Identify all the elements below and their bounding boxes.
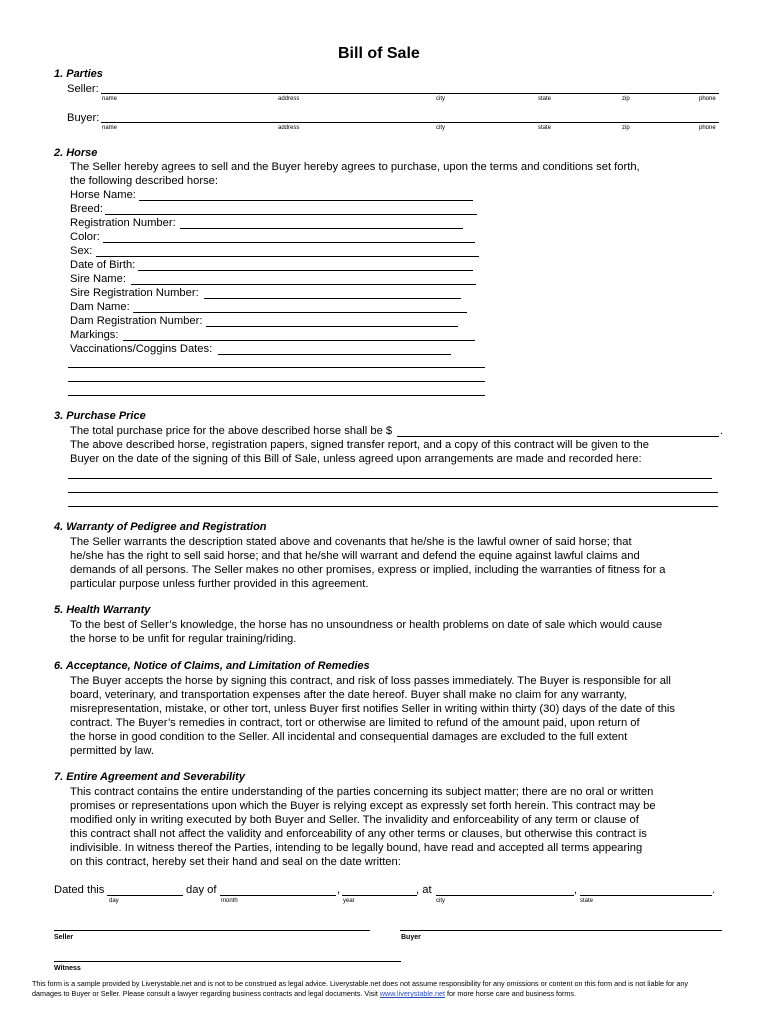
- witness-signature-line[interactable]: [54, 961, 401, 962]
- seller-sub-name: name: [102, 96, 118, 102]
- purchase-price-body: [70, 438, 649, 466]
- arrangements-line[interactable]: [68, 478, 712, 479]
- horse-intro: [70, 160, 640, 188]
- seller-signature-line[interactable]: [54, 930, 370, 931]
- field-dam-registration-number: Dam Registration Number:: [70, 315, 203, 327]
- dated-sub-month: month: [221, 898, 238, 904]
- field-sex-line[interactable]: [96, 256, 479, 257]
- seller-sub-address: address: [278, 96, 300, 102]
- arrangements-line[interactable]: [68, 492, 718, 493]
- acceptance-line: board, veterinary, and transportation expenses after the date hereof. Buyer shall make no claim for any warranty,: [70, 689, 627, 701]
- field-sire-registration-number-line[interactable]: [204, 298, 461, 299]
- warranty-line: demands of all persons. The Seller makes no other promises, express or implied, including the warranties of fitness for a: [70, 564, 666, 576]
- field-sire-registration-number: Sire Registration Number:: [70, 287, 199, 299]
- field-color: Color:: [70, 231, 100, 243]
- field-vaccinations-line[interactable]: [218, 354, 451, 355]
- field-sire-name: Sire Name:: [70, 273, 126, 285]
- acceptance-line: The Buyer accepts the horse by signing this contract, and risk of loss passes immediately. The Buyer is responsible for all: [70, 675, 671, 687]
- buyer-sub-name: name: [102, 125, 118, 131]
- buyer-sub-city: city: [436, 125, 445, 131]
- dated-month-line[interactable]: [220, 895, 336, 896]
- entire-line: indivisible. In witness thereof the Parties, intending to be legally bound, have read and accepted all terms appearing: [70, 842, 643, 854]
- dated-prefix: Dated this: [54, 884, 105, 896]
- horse-extra-line[interactable]: [68, 367, 485, 368]
- field-vaccinations: Vaccinations/Coggins Dates:: [70, 343, 213, 355]
- field-dam-name-line[interactable]: [133, 312, 467, 313]
- field-registration-number: Registration Number:: [70, 217, 176, 229]
- buyer-sub-address: address: [278, 125, 300, 131]
- field-sex: Sex:: [70, 245, 93, 257]
- warranty-line: he/she has the right to sell said horse; and that he/she will warrant and defend the equine against lawful claims and: [70, 550, 640, 562]
- dated-day-of: day of: [186, 884, 217, 896]
- footer-line-2: [32, 989, 688, 999]
- purchase-price-text: The total purchase price for the above described horse shall be $: [70, 425, 393, 437]
- field-breed-line[interactable]: [105, 214, 477, 215]
- dated-sub-state: state: [580, 898, 594, 904]
- purchase-price-line[interactable]: [397, 436, 719, 437]
- acceptance-line: misrepresentation, mistake, or other tort, unless Buyer first notifies Seller in writing within thirty (30) days of the date of this: [70, 703, 676, 715]
- buyer-sub-zip: zip: [622, 125, 630, 131]
- entire-line: this contract shall not affect the validity and enforceability of any other terms or clauses, but otherwise this contract is: [70, 828, 647, 840]
- entire-line: This contract contains the entire understanding of the parties concerning its subject matter; there are no oral or written: [70, 786, 654, 798]
- dated-sub-year: year: [343, 898, 355, 904]
- horse-extra-line[interactable]: [68, 395, 485, 396]
- dated-sub-day: day: [109, 898, 119, 904]
- field-dam-name: Dam Name:: [70, 301, 130, 313]
- footer-line-2-post: for more horse care and business forms.: [444, 989, 577, 998]
- buyer-line[interactable]: [101, 122, 719, 123]
- seller-signature-label: Seller: [54, 934, 74, 941]
- seller-label: Seller:: [67, 83, 99, 95]
- buyer-signature-label: Buyer: [401, 934, 421, 941]
- field-registration-number-line[interactable]: [180, 228, 463, 229]
- field-markings-line[interactable]: [123, 340, 475, 341]
- footer-link[interactable]: www.liverystable.net: [379, 989, 445, 998]
- arrangements-line[interactable]: [68, 506, 718, 507]
- section-heading-warranty: 4. Warranty of Pedigree and Registration: [54, 521, 267, 533]
- entire-body: [70, 785, 656, 869]
- field-date-of-birth: Date of Birth:: [70, 259, 136, 271]
- section-heading-health: 5. Health Warranty: [54, 604, 151, 616]
- field-date-of-birth-line[interactable]: [138, 270, 473, 271]
- field-horse-name: Horse Name:: [70, 189, 136, 201]
- footer-line-2-pre: damages to Buyer or Seller. Please consult a lawyer regarding business contracts and legal documents. Visit: [32, 989, 380, 998]
- entire-line: promises or representations upon which the Buyer is relying except as expressly set forth herein. This contract may be: [70, 800, 656, 812]
- purchase-price-period: .: [720, 425, 724, 437]
- acceptance-line: the horse in good condition to the Seller. All incidental and consequential damages are excluded to the full extent: [70, 731, 628, 743]
- seller-sub-zip: zip: [622, 96, 630, 102]
- acceptance-body: [70, 674, 675, 758]
- dated-at: , at: [416, 884, 432, 896]
- horse-extra-line[interactable]: [68, 381, 485, 382]
- dated-day-line[interactable]: [107, 895, 183, 896]
- health-body: [70, 618, 662, 646]
- field-markings: Markings:: [70, 329, 119, 341]
- footer-line-1: This form is a sample provided by Liverystable.net and is not to be construed as legal advice. Liverystable.net does not assume responsibility for any omissions or content on this form and is not liable for any: [32, 979, 688, 988]
- dated-sub-city: city: [436, 898, 445, 904]
- health-line: the horse to be unfit for regular training/riding.: [70, 633, 297, 645]
- field-breed: Breed:: [70, 203, 103, 215]
- acceptance-line: contract. The Buyer’s remedies in contract, tort or otherwise are limited to refund of the amount paid, upon return of: [70, 717, 640, 729]
- seller-line[interactable]: [101, 93, 719, 94]
- entire-line: on this contract, hereby set their hand and seal on the date written:: [70, 856, 401, 868]
- horse-intro-line: The Seller hereby agrees to sell and the Buyer hereby agrees to purchase, upon the terms and conditions set forth,: [70, 161, 640, 173]
- footer-disclaimer: [32, 979, 688, 999]
- entire-line: modified only in writing executed by both Buyer and Seller. The invalidity and enforceability of any term or clause of: [70, 814, 639, 826]
- warranty-body: [70, 535, 666, 591]
- buyer-signature-line[interactable]: [400, 930, 722, 931]
- buyer-label: Buyer:: [67, 112, 100, 124]
- section-heading-horse: 2. Horse: [54, 147, 98, 159]
- warranty-line: The Seller warrants the description stated above and covenants that he/she is the lawful owner of said horse; that: [70, 536, 632, 548]
- acceptance-line: permitted by law.: [70, 745, 154, 757]
- section-heading-purchase-price: 3. Purchase Price: [54, 410, 146, 422]
- seller-sub-phone: phone: [699, 96, 716, 102]
- witness-signature-label: Witness: [54, 965, 81, 972]
- dated-year-line[interactable]: [342, 895, 417, 896]
- seller-sub-city: city: [436, 96, 445, 102]
- buyer-sub-phone: phone: [699, 125, 716, 131]
- dated-city-line[interactable]: [436, 895, 574, 896]
- field-horse-name-line[interactable]: [139, 200, 473, 201]
- section-heading-entire-agreement: 7. Entire Agreement and Severability: [54, 771, 245, 783]
- purchase-price-line-text: Buyer on the date of the signing of this Bill of Sale, unless agreed upon arrangements are made and recorded here:: [70, 453, 642, 465]
- seller-sub-state: state: [538, 96, 552, 102]
- page-title: Bill of Sale: [338, 45, 420, 62]
- warranty-line: particular purpose unless further provided in this agreement.: [70, 578, 369, 590]
- buyer-sub-state: state: [538, 125, 552, 131]
- purchase-price-line-text: The above described horse, registration papers, signed transfer report, and a copy of this contract will be given to the: [70, 439, 649, 451]
- horse-intro-line: the following described horse:: [70, 175, 219, 187]
- field-color-line[interactable]: [103, 242, 475, 243]
- dated-comma-2: ,: [574, 884, 578, 896]
- section-heading-acceptance: 6. Acceptance, Notice of Claims, and Limitation of Remedies: [54, 660, 370, 672]
- dated-state-line[interactable]: [580, 895, 712, 896]
- section-heading-parties: 1. Parties: [54, 68, 103, 80]
- field-dam-registration-number-line[interactable]: [206, 326, 458, 327]
- health-line: To the best of Seller’s knowledge, the horse has no unsoundness or health problems on date of sale which would cause: [70, 619, 663, 631]
- field-sire-name-line[interactable]: [131, 284, 476, 285]
- dated-comma: ,: [337, 884, 341, 896]
- dated-period: .: [712, 884, 716, 896]
